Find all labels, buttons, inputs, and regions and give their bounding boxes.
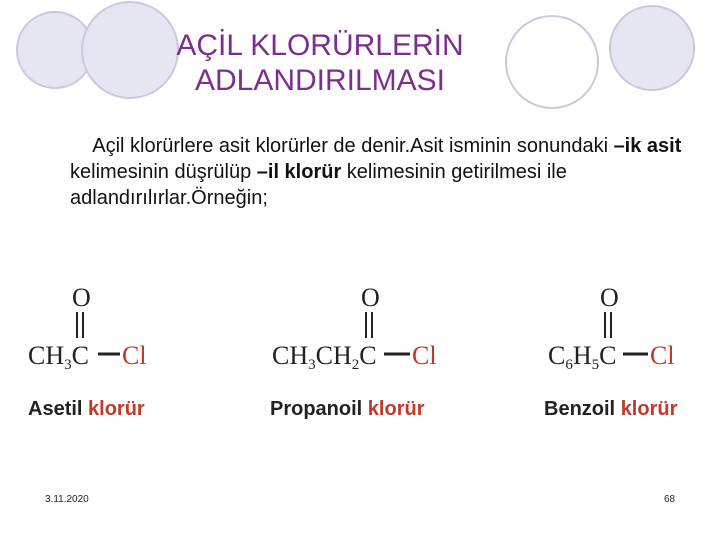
formula-part: CH <box>315 341 352 370</box>
oxygen-label: O <box>361 283 380 312</box>
formula-subscript: 3 <box>308 357 316 373</box>
name-part: Benzoil <box>544 398 616 420</box>
formula-subscript: 2 <box>351 357 360 373</box>
formula <box>272 341 377 373</box>
page-title <box>140 28 500 98</box>
name-propanoyl-chloride <box>270 398 424 421</box>
formula-subscript: 5 <box>591 357 600 373</box>
molecule-acetyl-chloride <box>28 280 168 375</box>
formula-subscript: 3 <box>64 357 72 373</box>
chlorine-label: Cl <box>122 341 147 370</box>
formula-part: CH <box>28 341 65 370</box>
name-acetyl-chloride <box>28 398 145 421</box>
name-part: Asetil <box>28 398 83 420</box>
title-line-2: ADLANDIRILMASI <box>194 64 446 97</box>
name-part-chloride: klorür <box>88 398 145 420</box>
formula-part: C <box>359 341 377 370</box>
formula-part: C <box>71 341 89 370</box>
footer-date: 3.11.2020 <box>45 494 89 505</box>
intro-text-2: kelimesinin düşrülüp <box>70 161 257 183</box>
molecule-benzoyl-chloride <box>548 280 698 375</box>
chlorine-label: Cl <box>412 341 437 370</box>
intro-text-1: Açil klorürlere asit klorürler de denir.Asit isminin sonundaki <box>92 135 614 157</box>
formula-part: H <box>572 341 592 370</box>
deco-circle <box>610 6 694 90</box>
name-part-chloride: klorür <box>367 398 425 420</box>
page-number: 68 <box>664 494 676 505</box>
intro-emphasis-ik-asit: –ik asit <box>613 135 682 157</box>
deco-circle <box>506 16 598 108</box>
formula <box>548 341 616 373</box>
chlorine-label: Cl <box>650 341 675 370</box>
formula-subscript: 6 <box>565 357 573 373</box>
name-part-chloride: klorür <box>620 398 678 420</box>
oxygen-label: O <box>72 283 91 312</box>
molecule-propanoyl-chloride <box>272 280 447 375</box>
name-part: Propanoil <box>270 398 363 420</box>
intro-text-3: kelimesinin getirilmesi ile adlandırılırlar.Örneğin; <box>70 161 567 209</box>
intro-emphasis-il-klorur: –il klorür <box>256 161 342 183</box>
formula-part: C <box>548 341 566 370</box>
formula-part: CH <box>272 341 309 370</box>
name-benzoyl-chloride <box>544 398 677 421</box>
oxygen-label: O <box>600 283 619 312</box>
title-line-1: AÇİL KLORÜRLERİN <box>176 29 464 62</box>
formula <box>28 341 89 373</box>
formula-part: C <box>599 341 617 370</box>
intro-paragraph <box>70 133 690 211</box>
